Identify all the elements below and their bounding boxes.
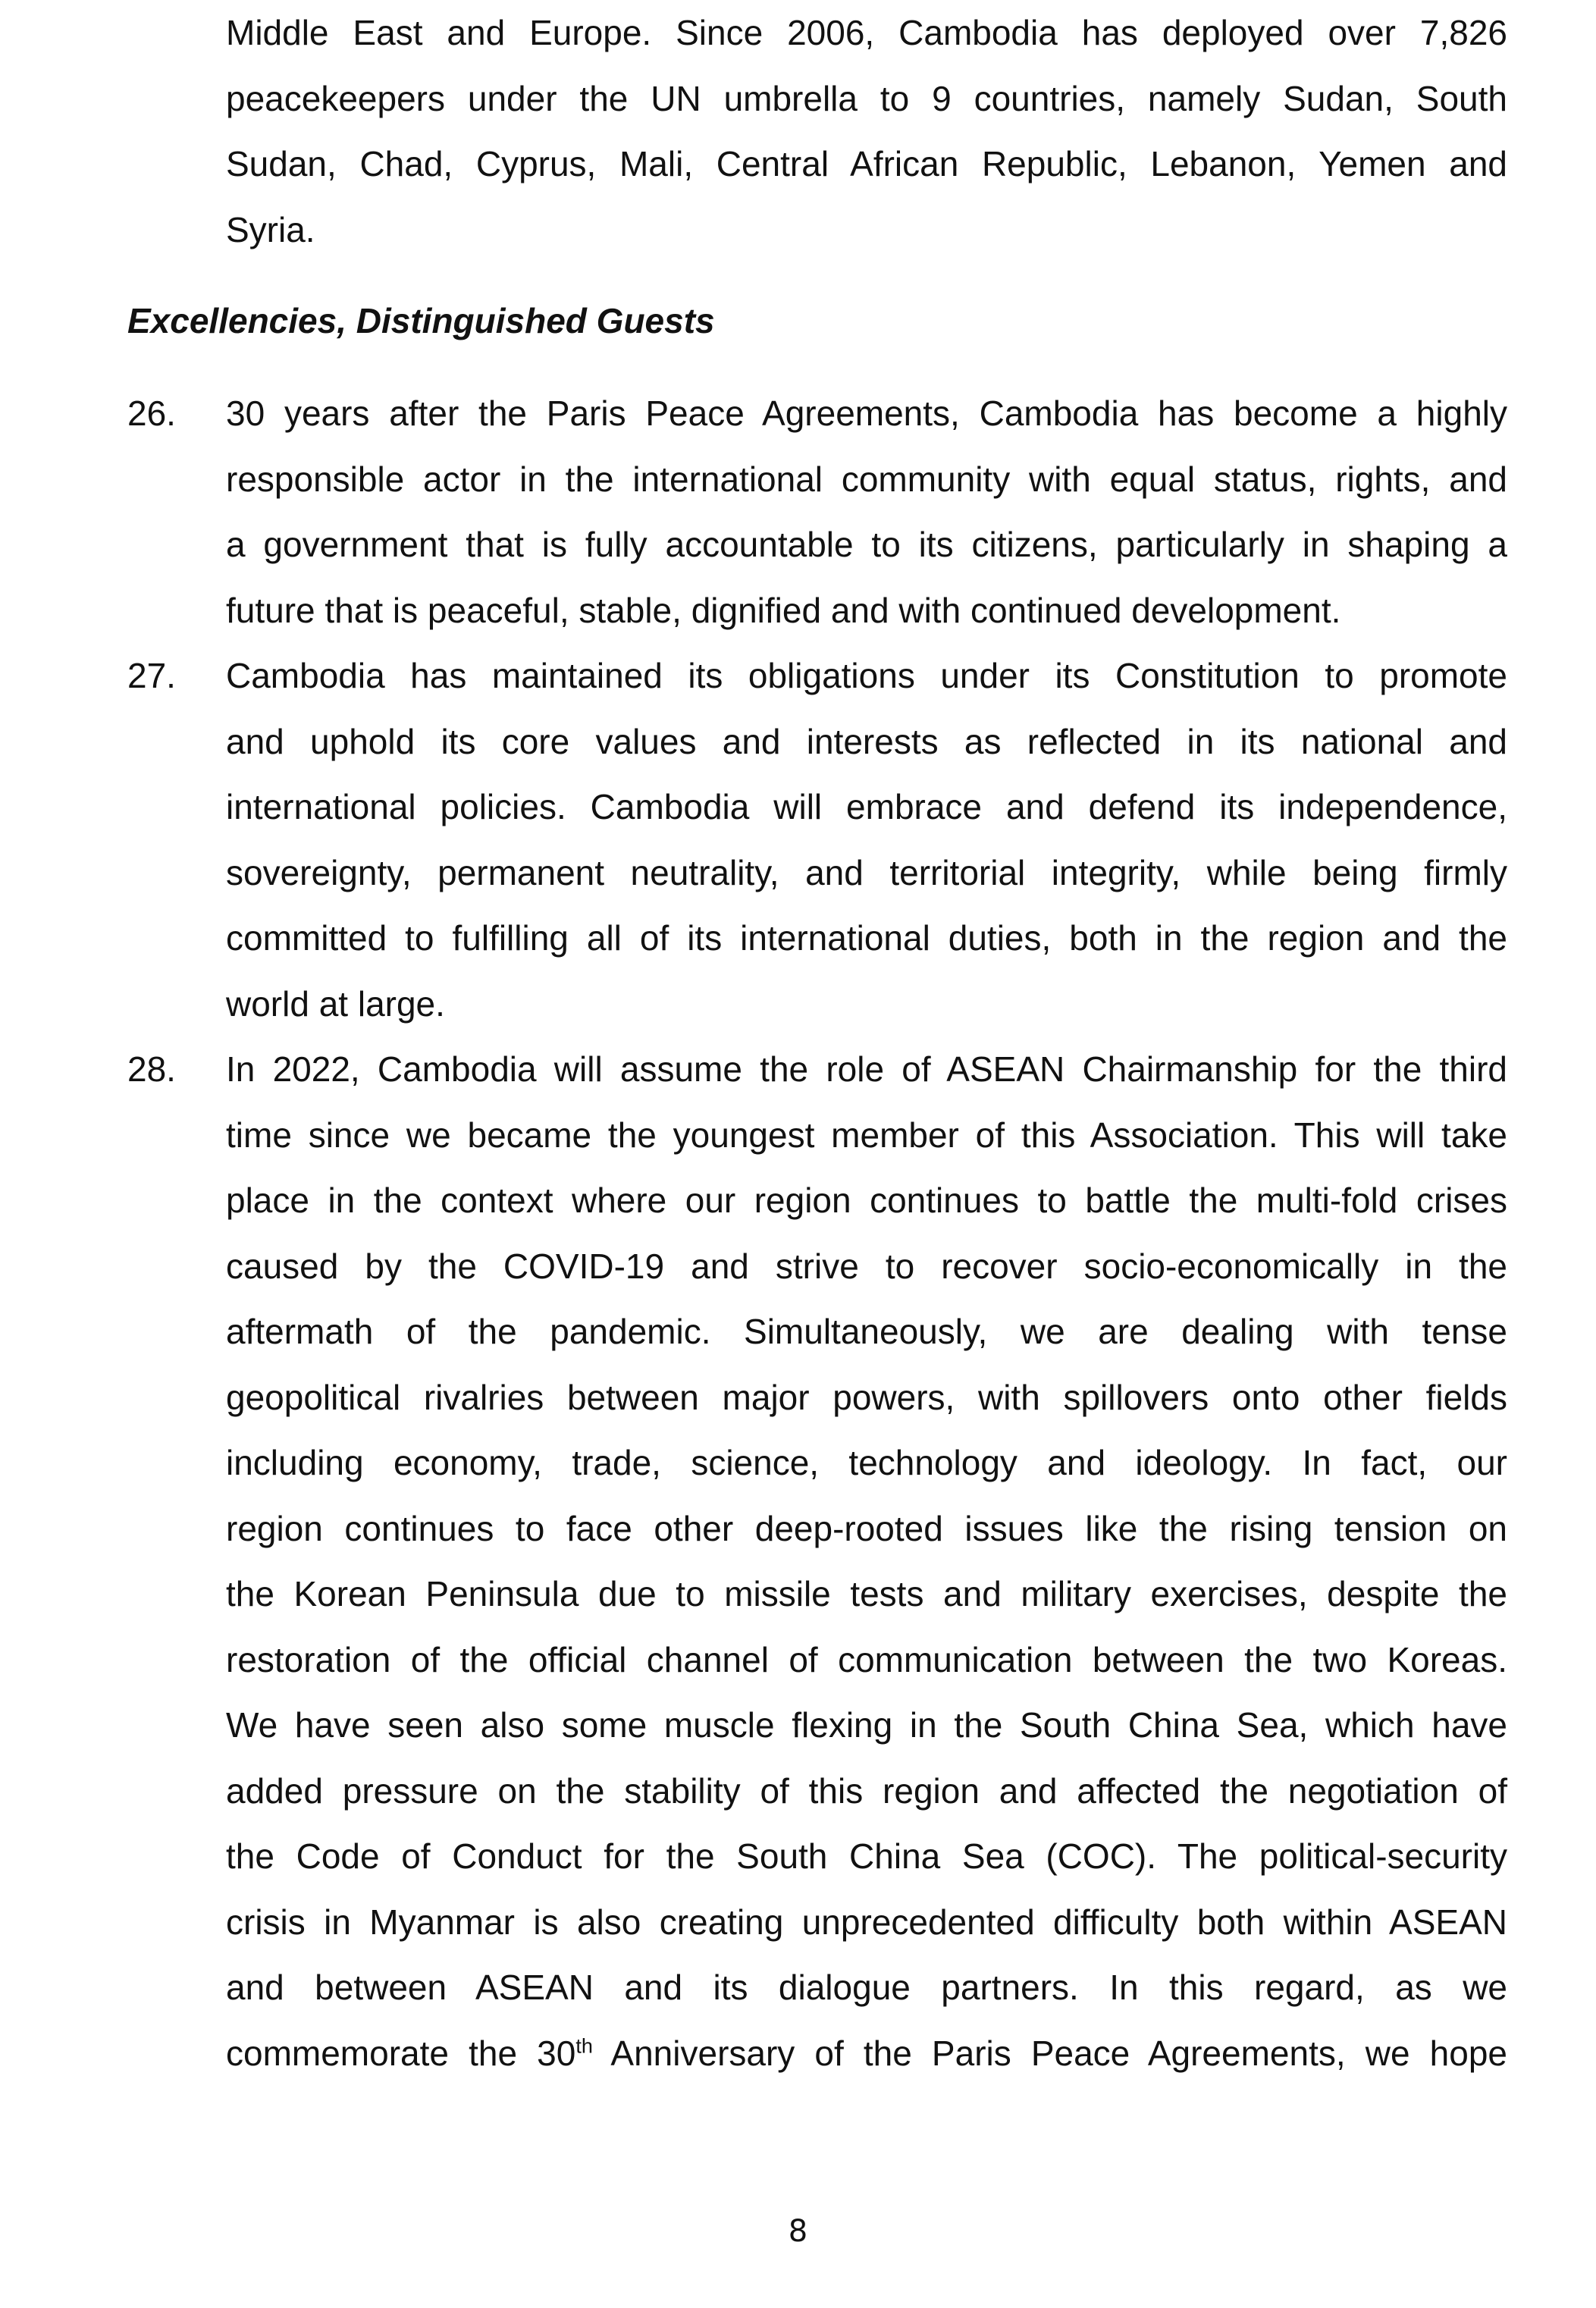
text-line: geopolitical rivalries between major powers, with spillovers onto other fields (226, 1377, 1507, 1417)
text-line: future that is peaceful, stable, dignified and with continued development. (226, 590, 1341, 630)
text-line: region continues to face other deep-rooted issues like the rising tension on (226, 1508, 1507, 1548)
paragraph-26 (226, 381, 1507, 643)
text-line: restoration of the official channel of communication between the two Koreas. (226, 1639, 1507, 1679)
text-run: Anniversary of the Paris Peace Agreements, we hope (592, 2033, 1507, 2073)
text-line: crisis in Myanmar is also creating unprecedented difficulty both within ASEAN (226, 1902, 1507, 1942)
continuation-paragraph (226, 0, 1507, 262)
text-line: caused by the COVID-19 and strive to recover socio-economically in the (226, 1246, 1507, 1286)
paragraph-27 (226, 643, 1507, 1036)
text-line: Middle East and Europe. Since 2006, Cambodia has deployed over 7,826 (226, 13, 1507, 52)
paragraph-number: 26. (127, 394, 176, 433)
text-line: and between ASEAN and its dialogue partners. In this regard, as we (226, 1968, 1507, 2007)
page-number: 8 (788, 2214, 808, 2249)
text-line: committed to fulfilling all of its international duties, both in the region and the (226, 918, 1507, 958)
text-line: peacekeepers under the UN umbrella to 9 countries, namely Sudan, South (226, 78, 1507, 118)
text-line: sovereignty, permanent neutrality, and territorial integrity, while being firmly (226, 852, 1507, 892)
text-line: In 2022, Cambodia will assume the role of ASEAN Chairmanship for the third (226, 1049, 1507, 1089)
text-line: responsible actor in the international community with equal status, rights, and (226, 459, 1507, 499)
ordinal-superscript: th (575, 2034, 593, 2058)
text-line: aftermath of the pandemic. Simultaneously, we are dealing with tense (226, 1312, 1507, 1351)
text-line: We have seen also some muscle flexing in the South China Sea, which have (226, 1705, 1507, 1745)
text-line: international policies. Cambodia will embrace and defend its independence, (226, 787, 1507, 826)
text-line: time since we became the youngest member of this Association. This will take (226, 1115, 1507, 1155)
text-line: Syria. (226, 209, 315, 249)
text-line: 30 years after the Paris Peace Agreements, Cambodia has become a highly (226, 394, 1507, 433)
text-line: Cambodia has maintained its obligations under its Constitution to promote (226, 656, 1507, 695)
paragraph-number: 28. (127, 1049, 176, 1089)
text-run: commemorate the 30 (226, 2033, 576, 2073)
text-line: the Code of Conduct for the South China Sea (COC). The political-security (226, 1836, 1507, 1876)
section-heading: Excellencies, Distinguished Guests (127, 301, 715, 340)
text-line: a government that is fully accountable to its citizens, particularly in shaping a (226, 525, 1507, 564)
text-line: including economy, trade, science, technology and ideology. In fact, our (226, 1443, 1507, 1482)
text-line: the Korean Peninsula due to missile tests and military exercises, despite the (226, 1574, 1507, 1613)
text-line: world at large. (226, 983, 445, 1024)
text-line: and uphold its core values and interests as reflected in its national and (226, 721, 1507, 761)
text-line: added pressure on the stability of this region and affected the negotiation of (226, 1770, 1507, 1811)
paragraph-28 (226, 1036, 1507, 2086)
text-line: Sudan, Chad, Cyprus, Mali, Central African Republic, Lebanon, Yemen and (226, 144, 1507, 183)
text-line-final (226, 2021, 1507, 2087)
paragraph-number: 27. (127, 656, 176, 695)
text-line: place in the context where our region continues to battle the multi-fold crises (226, 1181, 1507, 1220)
